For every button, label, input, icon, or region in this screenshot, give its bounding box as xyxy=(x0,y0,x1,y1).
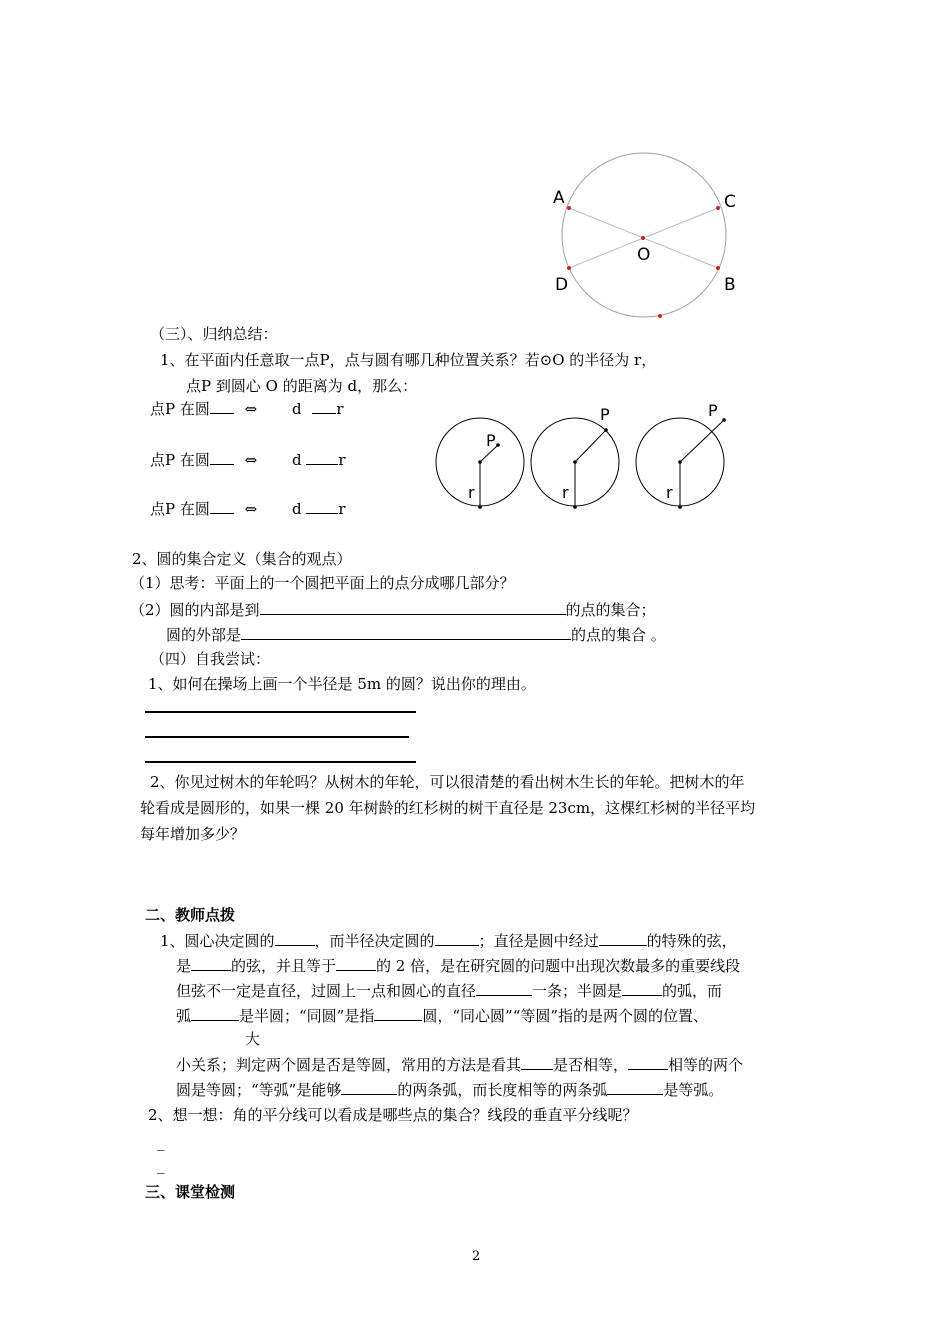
point-bottom xyxy=(658,314,662,318)
teacher-line-5: 大 xyxy=(245,1030,261,1048)
teacher-line-7 xyxy=(176,1079,723,1100)
text: 1、圆心决定圆的 xyxy=(160,932,275,950)
blank[interactable] xyxy=(628,1054,668,1070)
label-c: C xyxy=(724,192,736,212)
text: 相等的两个 xyxy=(668,1056,744,1074)
dash-2: _ xyxy=(157,1156,165,1174)
blank[interactable] xyxy=(599,930,647,946)
point-d xyxy=(567,266,571,270)
row-d: d xyxy=(292,451,302,469)
text: 圆是等圆；“等弧”是能够 xyxy=(176,1081,342,1099)
teacher-line-2 xyxy=(176,955,740,976)
answer-line-1[interactable] xyxy=(145,711,416,713)
point-c xyxy=(716,206,720,210)
teacher-line-1 xyxy=(160,930,737,951)
q2-2-prefix: （2）圆的内部是到 xyxy=(130,601,260,619)
circle-chords-figure xyxy=(540,150,770,330)
section4-q2-line3: 每年增加多少？ xyxy=(140,825,246,843)
row-d: d xyxy=(292,400,302,418)
blank[interactable] xyxy=(275,930,315,946)
point-b xyxy=(716,266,720,270)
answer-line-3[interactable] xyxy=(145,761,416,763)
row-d: d xyxy=(292,500,302,518)
text: 的两条弧，而长度相等的两条弧 xyxy=(397,1081,608,1099)
text: 的 2 倍，是在研究圆的问题中出现次数最多的重要线段 xyxy=(376,957,741,975)
blank[interactable] xyxy=(191,1005,239,1021)
label-d: D xyxy=(555,275,569,295)
q2-1: （1）思考：平面上的一个圆把平面上的点分成哪几部分？ xyxy=(130,574,515,592)
text: ；直径是圆中经过 xyxy=(478,932,599,950)
section3-heading: （三）、归纳总结： xyxy=(150,325,278,343)
equiv-arrow: ⇔ xyxy=(244,400,258,418)
check-heading: 三、课堂检测 xyxy=(145,1183,236,1201)
text: 弧 xyxy=(176,1007,192,1025)
blank[interactable] xyxy=(521,1054,553,1070)
blank[interactable] xyxy=(341,1079,397,1095)
text: 但弦不一定是直径，过圆上一点和圆心的直径 xyxy=(176,982,477,1000)
p-label-3: P xyxy=(708,401,718,420)
blank[interactable] xyxy=(312,398,336,414)
text: 是等弧。 xyxy=(663,1081,724,1099)
blank[interactable] xyxy=(607,1079,663,1095)
q2-2 xyxy=(130,599,656,620)
point-position-figure xyxy=(430,400,740,515)
point-a xyxy=(567,206,571,210)
page-number: 2 xyxy=(472,1249,481,1264)
equiv-arrow: ⇔ xyxy=(244,451,258,469)
r-label-3: r xyxy=(666,483,673,502)
relation-row-1 xyxy=(150,398,344,419)
equiv-arrow: ⇔ xyxy=(244,500,258,518)
teacher-line-3 xyxy=(176,980,722,1001)
blank[interactable] xyxy=(210,449,234,465)
dash-1: _ xyxy=(157,1133,165,1151)
r-label-2: r xyxy=(562,483,569,502)
section4-q1: 1、如何在操场上画一个半径是 5m 的圆？说出你的理由。 xyxy=(148,675,536,693)
section4-q2-line2: 轮看成是圆形的，如果一棵 20 年树龄的红杉树的树干直径是 23cm，这棵红杉树的半径平均 xyxy=(140,799,756,817)
p-label-2: P xyxy=(600,405,610,424)
point-o xyxy=(641,236,645,240)
q2-3-prefix: 圆的外部是 xyxy=(166,626,242,644)
q2-title: 2、圆的集合定义（集合的观点） xyxy=(132,550,352,568)
text: 是否相等， xyxy=(553,1056,629,1074)
outside-definition-blank[interactable] xyxy=(241,624,571,640)
label-a: A xyxy=(553,188,565,208)
row-left: 点P 在圆 xyxy=(150,400,210,418)
teacher-heading: 二、教师点拨 xyxy=(145,906,236,924)
row-r: r xyxy=(338,500,346,518)
blank[interactable] xyxy=(622,980,662,996)
q1-line1: 1、在平面内任意取一点P，点与圆有哪几种位置关系？若⊙O 的半径为 r， xyxy=(160,351,657,369)
text: 的弧，而 xyxy=(662,982,723,1000)
r-label-1: r xyxy=(468,483,475,502)
teacher-line-6 xyxy=(176,1054,743,1075)
blank[interactable] xyxy=(210,498,234,514)
row-r: r xyxy=(336,400,344,418)
main-circle xyxy=(562,153,726,317)
text: 的特殊的弦， xyxy=(646,932,737,950)
blank[interactable] xyxy=(336,955,376,971)
relation-row-2 xyxy=(150,449,346,470)
relation-row-3 xyxy=(150,498,346,519)
p-label-1: P xyxy=(486,431,496,450)
blank[interactable] xyxy=(374,1005,422,1021)
blank[interactable] xyxy=(435,930,479,946)
q2-2-suffix: 的点的集合； xyxy=(565,601,656,619)
text: 是半圆；“同圆”是指 xyxy=(239,1007,375,1025)
blank[interactable] xyxy=(306,449,338,465)
label-o: O xyxy=(637,245,651,265)
q1-line2: 点P 到圆心 O 的距离为 d，那么： xyxy=(186,377,418,395)
blank[interactable] xyxy=(306,498,338,514)
text: 的弦，并且等于 xyxy=(231,957,337,975)
section4-heading: （四）自我尝试： xyxy=(150,650,271,668)
blank[interactable] xyxy=(210,398,234,414)
blank[interactable] xyxy=(191,955,231,971)
answer-line-2[interactable] xyxy=(145,736,409,738)
text: ，而半径决定圆的 xyxy=(314,932,435,950)
section4-q2-line1: 2、你见过树木的年轮吗？从树木的年轮，可以很清楚的看出树木生长的年轮。把树木的年 xyxy=(150,773,745,791)
text: 一条；半圆是 xyxy=(532,982,623,1000)
teacher-line-4 xyxy=(176,1005,708,1026)
inside-definition-blank[interactable] xyxy=(260,599,566,615)
row-left: 点P 在圆 xyxy=(150,451,210,469)
label-b: B xyxy=(724,275,736,295)
text: 小关系；判定两个圆是否是等圆，常用的方法是看其 xyxy=(176,1056,522,1074)
row-r: r xyxy=(338,451,346,469)
q2-3-suffix: 的点的集合 。 xyxy=(571,626,666,644)
text: 圆，“同心圆”“等圆”指的是两个圆的位置、 xyxy=(422,1007,709,1025)
teacher-q2: 2、想一想：角的平分线可以看成是哪些点的集合？线段的垂直平分线呢？ xyxy=(148,1106,638,1124)
blank[interactable] xyxy=(476,980,532,996)
q2-3 xyxy=(166,624,666,645)
row-left: 点P 在圆 xyxy=(150,500,210,518)
text: 是 xyxy=(176,957,192,975)
